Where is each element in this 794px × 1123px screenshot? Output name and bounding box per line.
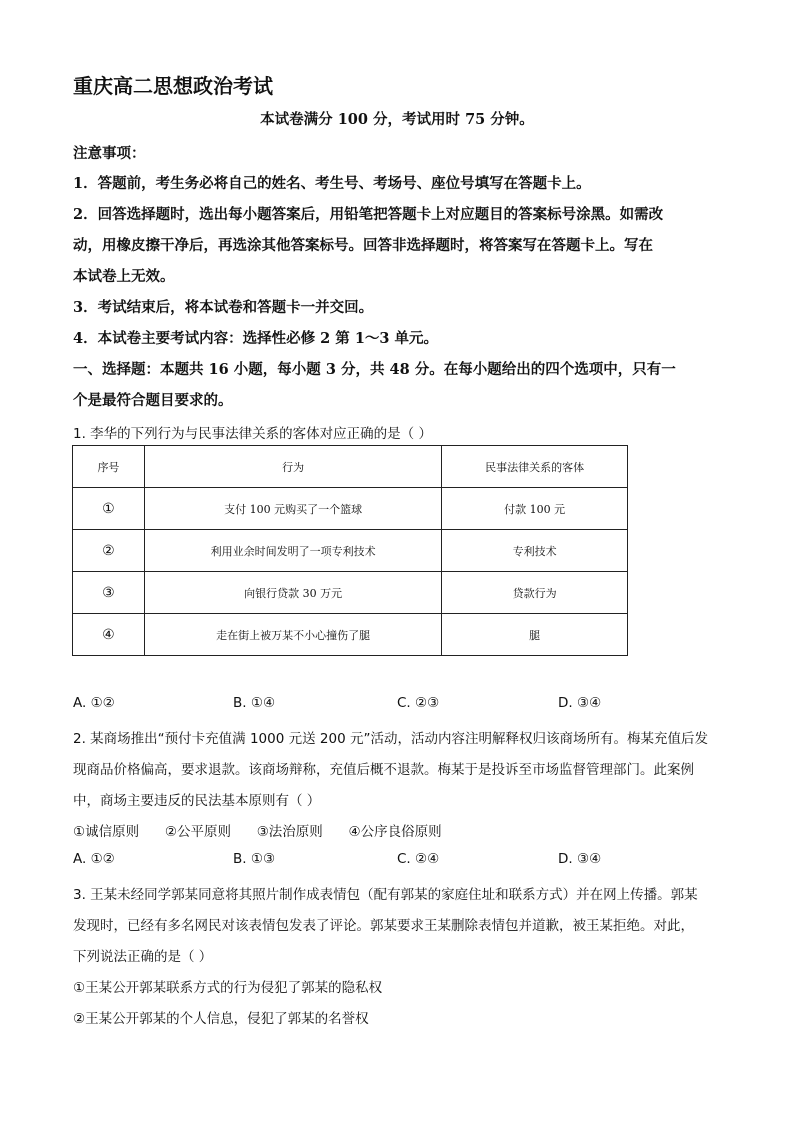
notice-item-2-cont: 动，用橡皮擦干净后，再选涂其他答案标号。回答非选择题时，将答案写在答题卡上。写在 bbox=[73, 237, 653, 254]
header-index: 序号 bbox=[73, 446, 145, 488]
notice-item-3: 3．考试结束后，将本试卷和答题卡一并交回。 bbox=[73, 299, 374, 316]
row-behavior: 利用业余时间发明了一项专利技术 bbox=[144, 530, 441, 572]
section-heading: 一、选择题：本题共 16 小题，每小题 3 分，共 48 分。在每小题给出的四个选项中，只有一 bbox=[73, 361, 676, 378]
exam-subtitle: 本试卷满分 100 分，考试用时 75 分钟。 bbox=[260, 111, 534, 128]
q1-option-b: B. ①④ bbox=[233, 695, 276, 711]
table-header-row bbox=[73, 446, 628, 488]
q1-option-a: A. ①② bbox=[73, 695, 115, 711]
row-index: ① bbox=[73, 488, 145, 530]
q1-table bbox=[72, 445, 628, 656]
exam-title: 重庆高二思想政治考试 bbox=[73, 74, 273, 98]
table-row bbox=[73, 488, 628, 530]
table-row bbox=[73, 572, 628, 614]
question-1-stem: 1. 李华的下列行为与民事法律关系的客体对应正确的是（ ） bbox=[73, 426, 432, 442]
question-3-line-2: 发现时，已经有多名网民对该表情包发表了评论。郭某要求王某删除表情包并道歉，被王某拒绝。对此， bbox=[73, 918, 694, 934]
q2-option-a: A. ①② bbox=[73, 851, 115, 867]
section-heading-cont: 个是最符合题目要求的。 bbox=[73, 392, 233, 409]
question-3-choice-2: ②王某公开郭某的个人信息，侵犯了郭某的名誉权 bbox=[73, 1011, 369, 1027]
question-2-line-1: 2. 某商场推出“预付卡充值满 1000 元送 200 元”活动，活动内容注明解释权归该商场所有。梅某充值后发 bbox=[73, 731, 708, 747]
row-behavior: 支付 100 元购买了一个篮球 bbox=[144, 488, 441, 530]
row-behavior: 走在街上被万某不小心撞伤了腿 bbox=[144, 614, 441, 656]
row-object: 专利技术 bbox=[442, 530, 628, 572]
row-index: ② bbox=[73, 530, 145, 572]
header-behavior: 行为 bbox=[144, 446, 441, 488]
notice-item-2-end: 本试卷上无效。 bbox=[73, 268, 175, 285]
q2-option-d: D. ③④ bbox=[558, 851, 602, 867]
notice-heading: 注意事项： bbox=[73, 145, 146, 162]
notice-item-4: 4．本试卷主要考试内容：选择性必修 2 第 1～3 单元。 bbox=[73, 330, 439, 347]
table-row bbox=[73, 614, 628, 656]
row-behavior: 向银行贷款 30 万元 bbox=[144, 572, 441, 614]
q1-option-c: C. ②③ bbox=[397, 695, 440, 711]
q1-option-d: D. ③④ bbox=[558, 695, 602, 711]
header-object: 民事法律关系的客体 bbox=[442, 446, 628, 488]
question-2-line-3: 中，商场主要违反的民法基本原则有（ ） bbox=[73, 793, 321, 809]
q2-option-b: B. ①③ bbox=[233, 851, 276, 867]
row-object: 贷款行为 bbox=[442, 572, 628, 614]
question-2-line-2: 现商品价格偏高，要求退款。该商场辩称，充值后概不退款。梅某于是投诉至市场监督管理部门。此案例 bbox=[73, 762, 694, 778]
notice-item-1: 1．答题前，考生务必将自己的姓名、考生号、考场号、座位号填写在答题卡上。 bbox=[73, 175, 591, 192]
question-3-line-1: 3. 王某未经同学郭某同意将其照片制作成表情包（配有郭某的家庭住址和联系方式）并在网上传播。郭某 bbox=[73, 887, 698, 903]
table-row bbox=[73, 530, 628, 572]
question-3-line-3: 下列说法正确的是（ ） bbox=[73, 949, 213, 965]
question-3-choice-1: ①王某公开郭某联系方式的行为侵犯了郭某的隐私权 bbox=[73, 980, 383, 996]
row-index: ④ bbox=[73, 614, 145, 656]
row-object: 腿 bbox=[442, 614, 628, 656]
question-2-choices: ①诚信原则 ②公平原则 ③法治原则 ④公序良俗原则 bbox=[73, 824, 442, 840]
q2-option-c: C. ②④ bbox=[397, 851, 440, 867]
row-object: 付款 100 元 bbox=[442, 488, 628, 530]
notice-item-2: 2．回答选择题时，选出每小题答案后，用铅笔把答题卡上对应题目的答案标号涂黑。如需改 bbox=[73, 206, 664, 223]
row-index: ③ bbox=[73, 572, 145, 614]
